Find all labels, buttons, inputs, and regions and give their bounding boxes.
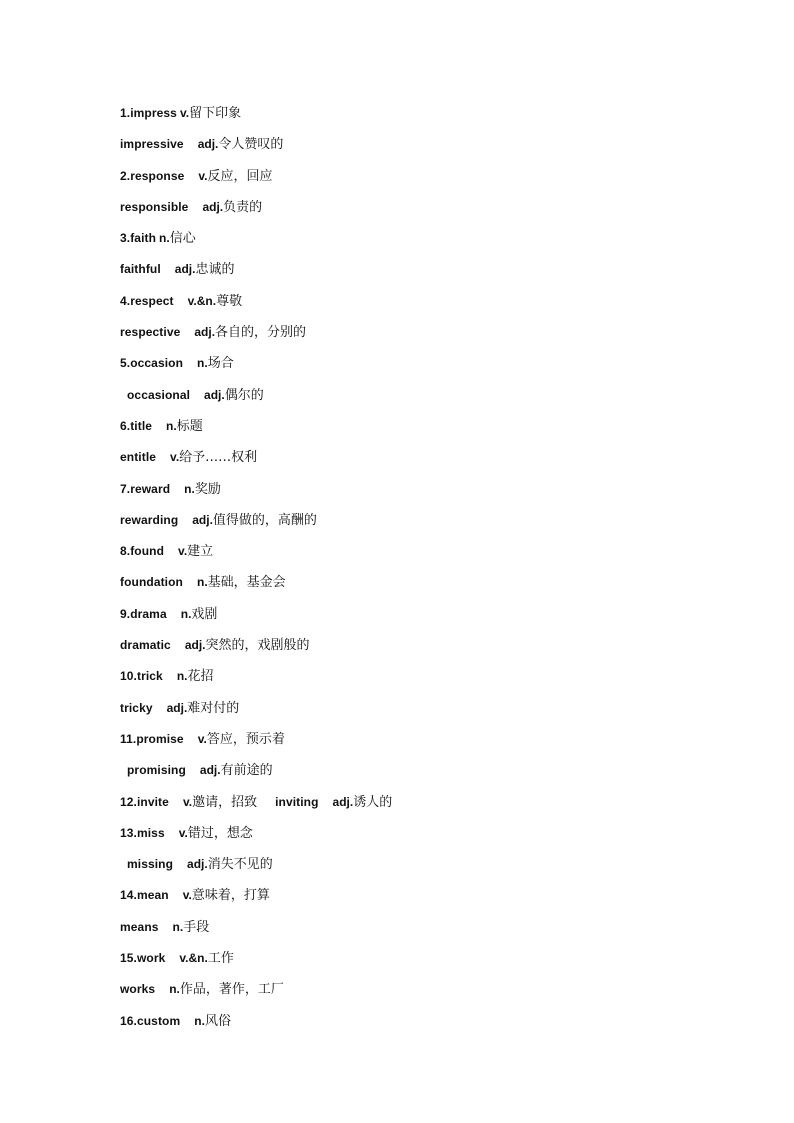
vocab-definition [178, 542, 213, 561]
vocab-entry [120, 260, 392, 291]
meaning: 留下印象 [189, 106, 242, 121]
meaning: 意味着，打算 [191, 888, 270, 904]
vocab-word: tricky [120, 700, 153, 715]
part-of-speech: v. [182, 888, 192, 903]
part-of-speech: n. [194, 1013, 205, 1028]
vocab-definition [167, 699, 240, 718]
part-of-speech: adj. [166, 700, 188, 715]
vocab-definition [170, 448, 257, 467]
meaning: 诱人的 [353, 794, 393, 810]
vocab-word: respective [120, 325, 181, 340]
vocab-definition [197, 354, 234, 373]
vocab-word: works [120, 982, 156, 997]
meaning: 给予……权利 [179, 450, 258, 466]
vocab-word: responsible [120, 199, 189, 214]
meaning: 难对付的 [187, 700, 240, 716]
vocab-word: 7.reward [120, 481, 171, 496]
part-of-speech: adj. [184, 638, 206, 653]
vocab-entry [120, 793, 392, 824]
part-of-speech: adj. [192, 512, 213, 527]
part-of-speech: adj. [197, 137, 219, 152]
meaning: 信心 [169, 231, 196, 247]
part-of-speech: n. [172, 919, 184, 934]
vocab-entry [120, 761, 392, 792]
vocab-definition [188, 292, 242, 311]
vocab-entry [120, 417, 392, 448]
vocab-definition [197, 573, 286, 592]
meaning: 突然的，戏剧般的 [205, 638, 310, 654]
vocab-definition [183, 886, 270, 905]
vocab-definition [333, 793, 393, 812]
vocab-definition [198, 135, 284, 154]
vocab-entry [120, 354, 392, 385]
vocab-definition [185, 636, 310, 655]
vocab-entry [120, 886, 392, 917]
meaning: 戏剧 [191, 606, 218, 622]
meaning: 尊敬 [216, 293, 243, 309]
vocab-entry [120, 323, 392, 354]
vocab-entry [120, 1012, 392, 1043]
part-of-speech: adj. [204, 387, 225, 402]
vocab-entry [120, 949, 392, 980]
meaning: 反应，回应 [207, 168, 273, 184]
meaning: 有前途的 [220, 763, 273, 779]
part-of-speech: adj. [202, 199, 224, 214]
vocab-word: faithful [120, 262, 161, 277]
vocab-word: rewarding [120, 512, 179, 527]
part-of-speech: adj. [194, 325, 216, 340]
vocab-entry [120, 135, 392, 166]
part-of-speech: n. [169, 982, 180, 997]
meaning: 手段 [183, 919, 210, 935]
vocab-entry [120, 292, 392, 323]
part-of-speech: v. [179, 106, 190, 120]
vocab-entry [120, 386, 392, 417]
meaning: 作品，著作，工厂 [179, 982, 284, 998]
vocab-entry [120, 167, 392, 198]
meaning: 奖励 [194, 481, 221, 497]
part-of-speech: n. [166, 418, 177, 433]
vocab-definition [159, 229, 196, 248]
vocab-word: 13.miss [120, 825, 165, 840]
vocab-definition [200, 761, 273, 780]
vocab-entry [120, 573, 392, 604]
vocab-word: inviting [275, 794, 319, 809]
part-of-speech: v. [198, 168, 208, 183]
vocab-definition [192, 511, 317, 530]
vocab-word: missing [127, 857, 174, 872]
vocab-entry [120, 229, 392, 260]
meaning: 负责的 [223, 199, 263, 215]
meaning: 各自的，分别的 [215, 325, 307, 341]
vocab-word: 14.mean [120, 888, 169, 903]
vocab-entry [120, 855, 392, 886]
vocab-definition [179, 824, 253, 843]
vocab-word: means [120, 919, 159, 934]
meaning: 忠诚的 [195, 262, 235, 278]
vocab-word: 1.impress [120, 106, 177, 120]
vocab-definition [187, 855, 273, 874]
vocab-word: impressive [120, 137, 184, 152]
vocab-definition [183, 793, 257, 812]
vocab-entry [120, 667, 392, 698]
vocab-word: 2.response [120, 168, 185, 183]
vocabulary-list [120, 104, 392, 1043]
vocab-definition [179, 949, 233, 968]
part-of-speech: v.&n. [179, 951, 208, 966]
part-of-speech: adj. [187, 857, 208, 872]
vocab-word: 3.faith [120, 231, 157, 246]
vocab-entry [120, 636, 392, 667]
vocab-definition [173, 918, 210, 937]
vocab-definition [202, 198, 262, 217]
part-of-speech: n. [176, 669, 188, 684]
vocab-entry [120, 104, 392, 135]
vocab-definition [169, 980, 284, 999]
vocab-word: 6.title [120, 418, 153, 433]
vocab-definition [184, 480, 221, 499]
vocab-definition [166, 417, 203, 436]
vocab-entry [120, 980, 392, 1011]
meaning: 值得做的，高酬的 [212, 512, 317, 528]
vocab-entry [120, 198, 392, 229]
vocab-entry [120, 824, 392, 855]
part-of-speech: n. [197, 356, 208, 371]
vocab-word: dramatic [120, 638, 171, 653]
vocab-entry [120, 605, 392, 636]
part-of-speech: v. [170, 450, 180, 465]
vocab-definition [181, 605, 218, 624]
vocab-definition [198, 730, 285, 749]
vocab-word: 10.trick [120, 669, 163, 684]
vocab-entry [120, 918, 392, 949]
part-of-speech: v. [197, 731, 207, 746]
part-of-speech: v.&n. [187, 293, 217, 308]
vocab-word: entitle [120, 450, 157, 465]
vocab-definition [198, 167, 272, 186]
part-of-speech: n. [184, 481, 195, 496]
vocab-word: 8.found [120, 544, 165, 559]
meaning: 场合 [207, 356, 234, 372]
vocab-entry [120, 511, 392, 542]
vocab-word: 9.drama [120, 606, 167, 621]
vocab-word: 15.work [120, 951, 166, 966]
vocab-entry [120, 699, 392, 730]
meaning: 令人赞叹的 [218, 137, 284, 153]
vocab-word: 12.invite [120, 794, 169, 809]
vocab-word: foundation [120, 575, 183, 590]
vocab-entry [120, 730, 392, 761]
vocab-word: 4.respect [120, 293, 174, 308]
vocab-definition [177, 667, 214, 686]
part-of-speech: n. [196, 575, 208, 590]
part-of-speech: adj. [332, 794, 354, 809]
meaning: 邀请，招致 [192, 794, 258, 810]
vocab-entry [120, 542, 392, 573]
vocab-word: 11.promise [120, 731, 184, 746]
vocab-word: 16.custom [120, 1013, 181, 1028]
vocab-definition [194, 1012, 231, 1031]
meaning: 风俗 [204, 1013, 231, 1029]
meaning: 标题 [176, 418, 203, 434]
vocab-entry [120, 480, 392, 511]
vocab-word: 5.occasion [120, 356, 184, 371]
vocab-definition [194, 323, 306, 342]
vocab-word: promising [127, 763, 186, 778]
meaning: 花招 [187, 669, 214, 685]
meaning: 工作 [207, 951, 234, 967]
vocab-definition [180, 104, 241, 123]
meaning: 基础，基金会 [207, 575, 286, 591]
part-of-speech: n. [159, 231, 170, 246]
part-of-speech: v. [182, 794, 193, 809]
vocab-definition [204, 386, 264, 405]
vocab-definition [175, 260, 235, 279]
part-of-speech: n. [180, 606, 192, 621]
meaning: 偶尔的 [224, 387, 264, 403]
part-of-speech: v. [178, 825, 188, 840]
meaning: 答应，预示着 [206, 731, 285, 747]
vocab-entry [120, 448, 392, 479]
vocab-word: occasional [127, 387, 191, 402]
part-of-speech: adj. [199, 763, 221, 778]
part-of-speech: adj. [174, 262, 196, 277]
meaning: 建立 [187, 544, 214, 560]
meaning: 消失不见的 [207, 857, 273, 873]
part-of-speech: v. [178, 544, 188, 559]
meaning: 错过，想念 [187, 825, 253, 841]
